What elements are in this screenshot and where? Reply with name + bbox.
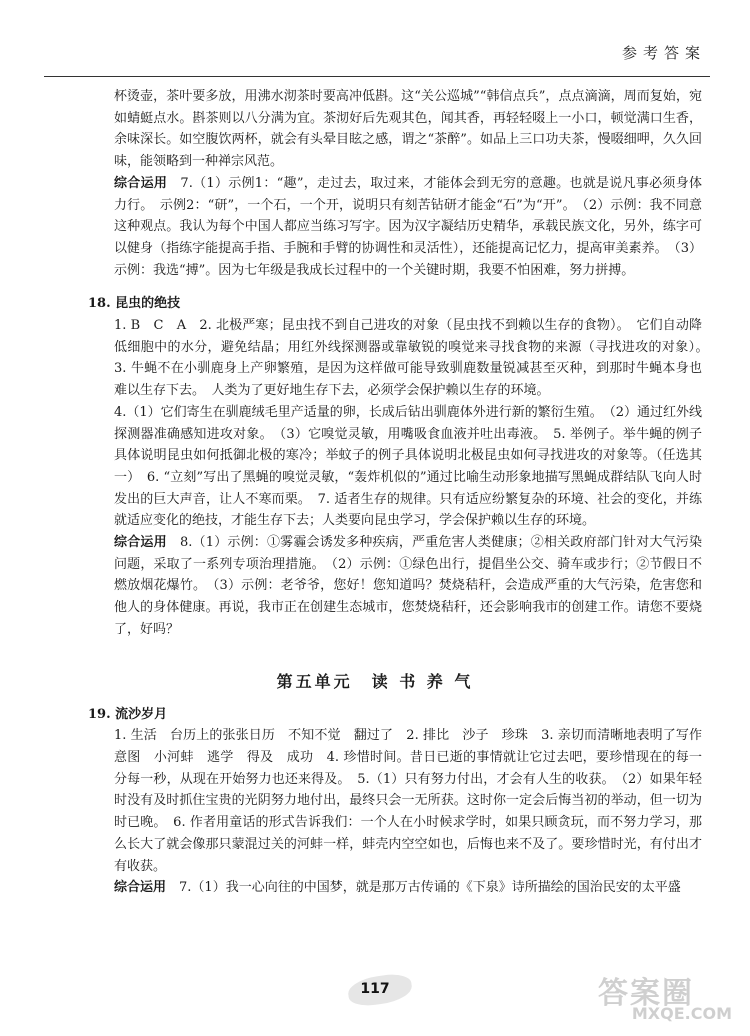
paragraph: 4.（1）它们寄生在驯鹿绒毛里产适量的卵，长成后钻出驯鹿体外进行新的繁衍生殖。 （2）通过红外线探测器准确感知进攻对象。 （3）它嗅觉灵敏，用嘴吸食血液并吐出毒液。 5. 举例子。举牛蝇的例子具体说明昆虫如何抵御北极的寒冷；举蚊子的例子具体说明北极昆虫如何寻找进攻的对象等。（任选其一） 6. “立刻”写出了黑蝇的嗅觉灵敏，“轰炸机似的”通过比喻生动形象地描写黑蝇成群结队飞向人时发出的巨大声音，让人不寒而栗。 7. 适者生存的规律。只有适应纷繁复杂的环境、社会的变化，并练就适应变化的绝技，才能生存下去；人类要向昆虫学习，学会保护赖以生存的环境。 (114, 404, 702, 529)
header-title: 参考答案 (621, 44, 706, 62)
answer-content (0, 86, 750, 899)
paragraph: 综合运用 7.（1）示例1：“趣”，走过去，取过来，才能体会到无穷的意趣。也就是说凡事必须身体力行。 示例2：“研”，一个石，一个开，说明只有刻苦钻研才能金“石”为“开”。 （2）示例：我不同意这种观点。我认为每个中国人都应当练习写字。因为汉字凝结历史精华，承载民族文化，另外，练字可以健身（指练字能提高手指、手腕和手臂的协调性和灵活性），还能提高记忆力，提高审美素养。 （3）示例：我选“搏”。因为七年级是我成长过程中的一个关键时期，我要不怕困难，努力拼搏。 (114, 175, 702, 278)
section-heading: 19. 流沙岁月 (88, 706, 168, 722)
paragraph: 杯烫壶，茶叶要多放，用沸水沏茶时要高冲低斟。这“关公巡城”“韩信点兵”，点点滴滴，周而复始，宛如蜻蜓点水。斟茶则以八分满为宜。茶沏好后先观其色，闻其香，再轻轻啜上一小口，顿觉满口生香，余味深长。如空腹饮两杯，就会有头晕目眩之感，谓之“茶醉”。如品上三口功夫茶，慢啜细呷，久久回味，能领略到一种禅宗风范。 (114, 89, 702, 170)
unit-title: 第五单元 读 书 养 气 (276, 671, 474, 691)
paragraph: 综合运用 8.（1）示例：①雾霾会诱发多种疾病，严重危害人类健康；②相关政府部门针对大气污染问题，采取了一系列专项治理措施。 （2）示例：①绿色出行，提倡坐公交、骑车或步行；②节假日不燃放烟花爆竹。 （3）示例：老爷爷，您好！您知道吗？焚烧秸秆，会造成严重的大气污染，危害您和他人的身体健康。再说，我市正在创建生态城市，您焚烧秸秆，还会影响我市的创建工作。请您不要烧了，好吗？ (114, 535, 702, 637)
page-number (330, 974, 420, 1008)
page-number-text: 117 (360, 981, 390, 997)
page-header (0, 0, 750, 80)
paragraph: 综合运用 7.（1）我一心向往的中国梦，就是那万古传诵的《下泉》诗所描绘的国治民安的太平盛 (114, 880, 681, 896)
section-heading: 18. 昆虫的绝技 (88, 296, 181, 312)
watermark (598, 968, 738, 1030)
section-label: 综合运用 (114, 175, 168, 191)
header-rule (44, 76, 710, 77)
watermark-url: MXQE.COM (631, 1004, 732, 1023)
paragraph: 1. 生活 台历上的张张日历 不知不觉 翻过了 2. 排比 沙子 珍珠 3. 亲切而清晰地表明了写作意图 小河蚌 逃学 得及 成功 4. 珍惜时间。昔日已逝的事情就让它过去吧，要珍惜现在的每一分每一秒，从现在开始努力也还来得及。 5.（1）只有努力付出，才会有人生的收获。 （2）如果年轻时没有及时抓住宝贵的光阴努力地付出，最终只会一无所获。这时你一定会后悔当初的举动，但一切为时已晚。 6. 作者用童话的形式告诉我们：一个人在小时候求学时，如果只顾贪玩，而不努力学习，那么长大了就会像那只蒙混过关的河蚌一样，蚌壳内空空如也，后悔也来不及了。要珍惜时光，有付出才有收获。 (114, 728, 702, 874)
paragraph: 1. B C A 2. 北极严寒；昆虫找不到自己进攻的对象（昆虫找不到赖以生存的食物）。 它们自动降低细胞中的水分，避免结晶；用红外线探测器或靠敏锐的嗅觉来寻找食物的来源（寻找进攻的对象）。 3. 牛蝇不在小驯鹿身上产卵繁殖，是因为这样做可能导致驯鹿数量锐减甚至灭种，到那时牛蝇本身也难以生存下去。 人类为了更好地生存下去，必须学会保护赖以生存的环境。 (114, 318, 716, 399)
section-label: 综合运用 (114, 535, 167, 551)
watermark-logo: 答案圈 (598, 976, 694, 1011)
section-label: 综合运用 (114, 880, 167, 896)
